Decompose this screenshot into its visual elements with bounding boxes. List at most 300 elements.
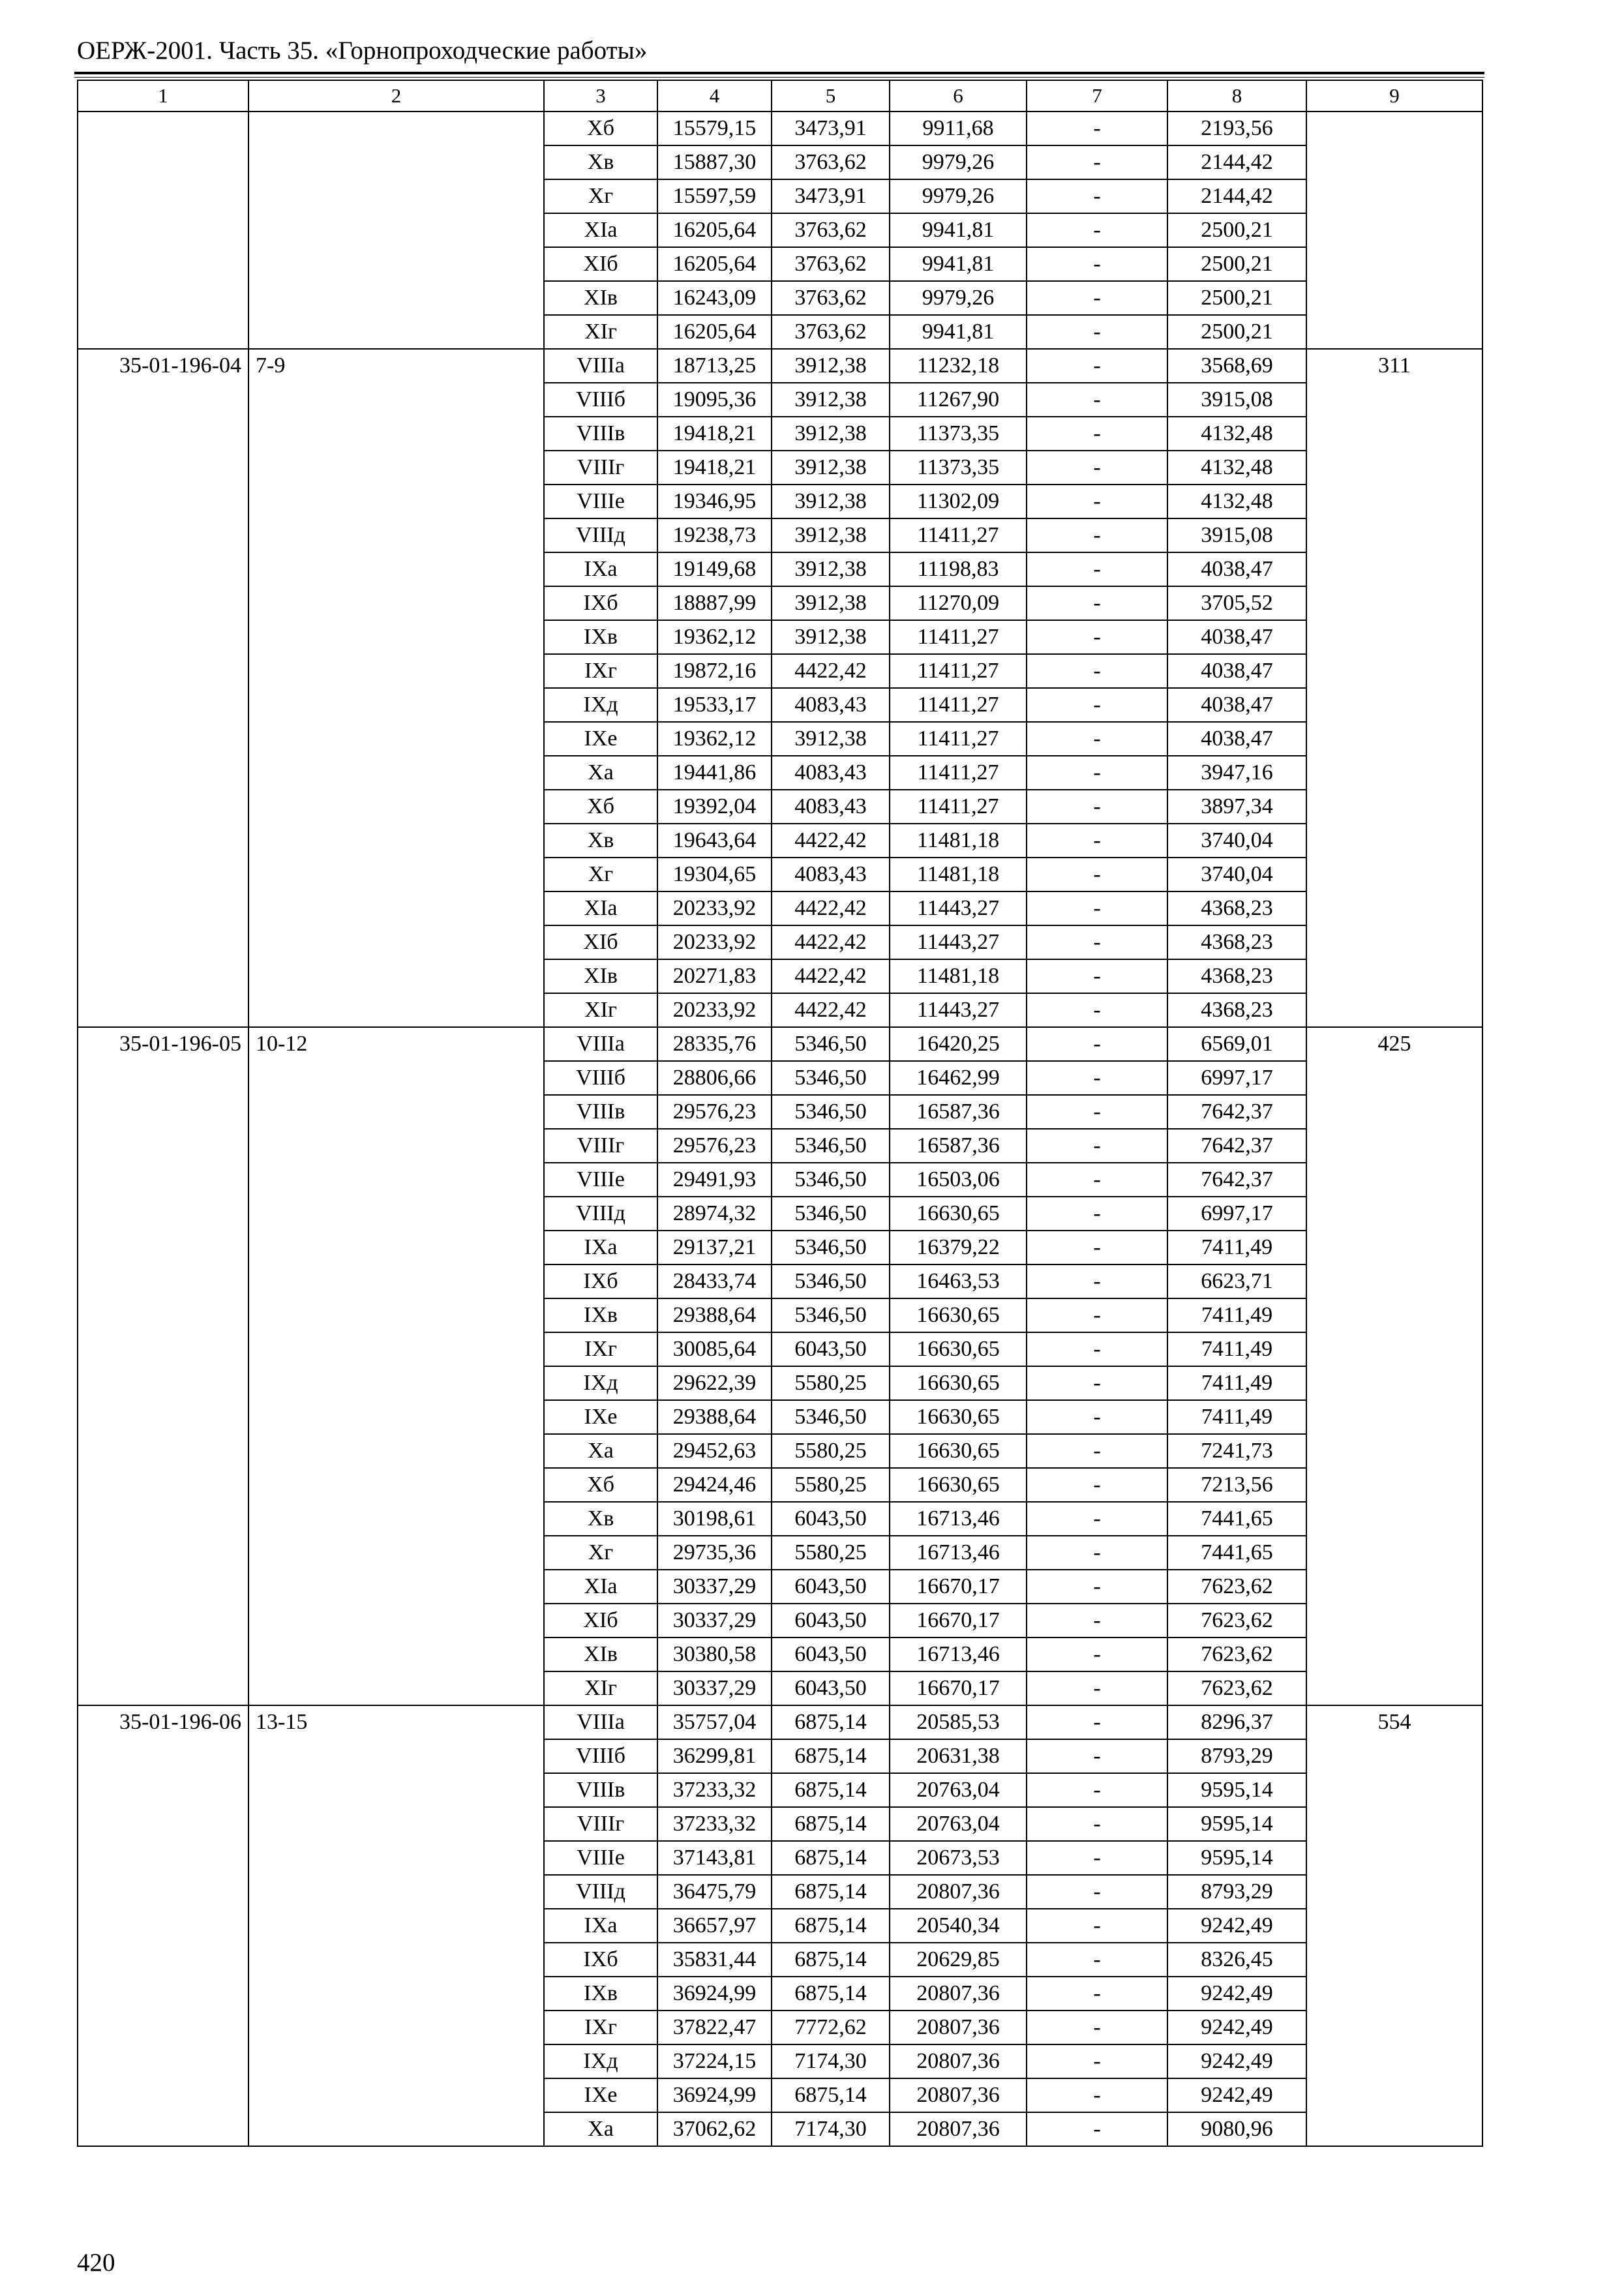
wage-cell: 3473,91	[772, 179, 890, 213]
materials-cell: 7623,62	[1167, 1638, 1306, 1671]
total-cost-cell: 29622,39	[657, 1366, 772, 1400]
category-cell: IХд	[544, 688, 657, 722]
driver-wage-cell: -	[1027, 654, 1167, 688]
materials-cell: 2500,21	[1167, 315, 1306, 349]
materials-cell: 4038,47	[1167, 722, 1306, 756]
driver-wage-cell: -	[1027, 586, 1167, 620]
total-cost-cell: 36475,79	[657, 1875, 772, 1909]
wage-cell: 4422,42	[772, 654, 890, 688]
driver-wage-cell: -	[1027, 1502, 1167, 1536]
total-cost-cell: 19643,64	[657, 824, 772, 858]
total-cost-cell: 37143,81	[657, 1841, 772, 1875]
total-cost-cell: 19362,12	[657, 620, 772, 654]
materials-cell: 8296,37	[1167, 1705, 1306, 1739]
materials-cell: 9242,49	[1167, 2078, 1306, 2112]
category-cell: VIIIе	[544, 1163, 657, 1197]
column-number: 1	[78, 80, 248, 112]
materials-cell: 3740,04	[1167, 858, 1306, 891]
machine-cell: 20629,85	[890, 1943, 1027, 1977]
machine-cell: 9979,26	[890, 179, 1027, 213]
materials-cell: 7441,65	[1167, 1536, 1306, 1570]
total-cost-cell: 20233,92	[657, 925, 772, 959]
rates-table	[77, 80, 1483, 2147]
wage-cell: 6043,50	[772, 1570, 890, 1604]
page-number: 420	[77, 2249, 115, 2277]
driver-wage-cell: -	[1027, 1231, 1167, 1264]
category-cell: IХб	[544, 1264, 657, 1298]
total-cost-cell: 37062,62	[657, 2112, 772, 2146]
materials-cell: 2500,21	[1167, 247, 1306, 281]
driver-wage-cell: -	[1027, 722, 1167, 756]
driver-wage-cell: -	[1027, 1943, 1167, 1977]
wage-cell: 3912,38	[772, 417, 890, 451]
total-cost-cell: 30380,58	[657, 1638, 772, 1671]
column-number-row	[78, 80, 1482, 112]
driver-wage-cell: -	[1027, 1773, 1167, 1807]
wage-cell: 3912,38	[772, 485, 890, 518]
category-cell: IХе	[544, 2078, 657, 2112]
total-cost-cell: 29424,46	[657, 1468, 772, 1502]
total-cost-cell: 19362,12	[657, 722, 772, 756]
machine-cell: 16670,17	[890, 1671, 1027, 1705]
wage-cell: 3912,38	[772, 620, 890, 654]
machine-cell: 20807,36	[890, 2044, 1027, 2078]
materials-cell: 6997,17	[1167, 1061, 1306, 1095]
category-cell: Хг	[544, 179, 657, 213]
wage-cell: 3763,62	[772, 281, 890, 315]
category-cell: Хб	[544, 1468, 657, 1502]
driver-wage-cell: -	[1027, 824, 1167, 858]
machine-cell: 16630,65	[890, 1366, 1027, 1400]
wage-cell: 4083,43	[772, 790, 890, 824]
total-cost-cell: 30337,29	[657, 1570, 772, 1604]
total-cost-cell: 28806,66	[657, 1061, 772, 1095]
category-cell: VIIIг	[544, 451, 657, 485]
machine-cell: 9979,26	[890, 281, 1027, 315]
category-cell: ХIг	[544, 993, 657, 1027]
total-cost-cell: 16205,64	[657, 247, 772, 281]
category-cell: VIIIб	[544, 383, 657, 417]
driver-wage-cell: -	[1027, 1536, 1167, 1570]
driver-wage-cell: -	[1027, 925, 1167, 959]
machine-cell: 9941,81	[890, 213, 1027, 247]
total-cost-cell: 19392,04	[657, 790, 772, 824]
total-cost-cell: 35757,04	[657, 1705, 772, 1739]
materials-cell: 2500,21	[1167, 213, 1306, 247]
materials-cell: 8793,29	[1167, 1739, 1306, 1773]
category-cell: Ха	[544, 1434, 657, 1468]
driver-wage-cell: -	[1027, 383, 1167, 417]
wage-cell: 3912,38	[772, 451, 890, 485]
materials-cell: 3568,69	[1167, 349, 1306, 383]
materials-cell: 7411,49	[1167, 1332, 1306, 1366]
column-number: 3	[544, 80, 657, 112]
table-row	[78, 1705, 1482, 1739]
total-cost-cell: 29137,21	[657, 1231, 772, 1264]
total-cost-cell: 19149,68	[657, 552, 772, 586]
machine-cell: 11411,27	[890, 620, 1027, 654]
materials-cell: 9595,14	[1167, 1773, 1306, 1807]
driver-wage-cell: -	[1027, 417, 1167, 451]
category-cell: Хв	[544, 145, 657, 179]
machine-cell: 16420,25	[890, 1027, 1027, 1061]
materials-cell: 3915,08	[1167, 383, 1306, 417]
driver-wage-cell: -	[1027, 315, 1167, 349]
materials-cell: 7642,37	[1167, 1163, 1306, 1197]
machine-cell: 20763,04	[890, 1773, 1027, 1807]
materials-cell: 4038,47	[1167, 688, 1306, 722]
wage-cell: 6875,14	[772, 1807, 890, 1841]
wage-cell: 6875,14	[772, 1773, 890, 1807]
machine-cell: 16713,46	[890, 1502, 1027, 1536]
category-cell: ХIб	[544, 925, 657, 959]
driver-wage-cell: -	[1027, 1366, 1167, 1400]
total-cost-cell: 36299,81	[657, 1739, 772, 1773]
materials-cell: 4038,47	[1167, 654, 1306, 688]
category-cell: ХIг	[544, 1671, 657, 1705]
machine-cell: 11443,27	[890, 891, 1027, 925]
wage-cell: 3912,38	[772, 552, 890, 586]
materials-cell: 6569,01	[1167, 1027, 1306, 1061]
machine-cell: 20807,36	[890, 2078, 1027, 2112]
materials-cell: 7411,49	[1167, 1298, 1306, 1332]
machine-cell: 11373,35	[890, 451, 1027, 485]
materials-cell: 6623,71	[1167, 1264, 1306, 1298]
machine-cell: 16587,36	[890, 1095, 1027, 1129]
machine-cell: 20807,36	[890, 2112, 1027, 2146]
category-cell: Ха	[544, 2112, 657, 2146]
machine-cell: 20807,36	[890, 2011, 1027, 2044]
driver-wage-cell: -	[1027, 552, 1167, 586]
materials-cell: 7441,65	[1167, 1502, 1306, 1536]
total-cost-cell: 19533,17	[657, 688, 772, 722]
category-cell: ХIб	[544, 1604, 657, 1638]
category-cell: VIIIв	[544, 1773, 657, 1807]
wage-cell: 6043,50	[772, 1638, 890, 1671]
materials-cell: 4368,23	[1167, 959, 1306, 993]
total-cost-cell: 20271,83	[657, 959, 772, 993]
driver-wage-cell: -	[1027, 1434, 1167, 1468]
wage-cell: 3912,38	[772, 586, 890, 620]
total-cost-cell: 37224,15	[657, 2044, 772, 2078]
driver-wage-cell: -	[1027, 1705, 1167, 1739]
category-cell: VIIIб	[544, 1739, 657, 1773]
driver-wage-cell: -	[1027, 2011, 1167, 2044]
machine-cell: 20807,36	[890, 1977, 1027, 2011]
total-cost-cell: 37233,32	[657, 1807, 772, 1841]
driver-wage-cell: -	[1027, 112, 1167, 145]
category-cell: IХг	[544, 1332, 657, 1366]
machine-cell: 11373,35	[890, 417, 1027, 451]
machine-cell: 16630,65	[890, 1434, 1027, 1468]
total-cost-cell: 15597,59	[657, 179, 772, 213]
category-cell: Хг	[544, 1536, 657, 1570]
materials-cell: 2144,42	[1167, 179, 1306, 213]
total-cost-cell: 29576,23	[657, 1129, 772, 1163]
total-cost-cell: 29452,63	[657, 1434, 772, 1468]
materials-cell: 4038,47	[1167, 620, 1306, 654]
total-cost-cell: 29576,23	[657, 1095, 772, 1129]
wage-cell: 6043,50	[772, 1502, 890, 1536]
total-cost-cell: 28335,76	[657, 1027, 772, 1061]
machine-cell: 11443,27	[890, 925, 1027, 959]
category-cell: IХг	[544, 654, 657, 688]
total-cost-cell: 19441,86	[657, 756, 772, 790]
category-cell: VIIIг	[544, 1807, 657, 1841]
driver-wage-cell: -	[1027, 1604, 1167, 1638]
machine-cell: 9941,81	[890, 315, 1027, 349]
driver-wage-cell: -	[1027, 959, 1167, 993]
category-cell: ХIв	[544, 959, 657, 993]
driver-wage-cell: -	[1027, 1095, 1167, 1129]
category-cell: IХа	[544, 552, 657, 586]
machine-cell: 11411,27	[890, 654, 1027, 688]
driver-wage-cell: -	[1027, 1638, 1167, 1671]
total-cost-cell: 29491,93	[657, 1163, 772, 1197]
wage-cell: 3912,38	[772, 349, 890, 383]
column-number: 4	[657, 80, 772, 112]
wage-cell: 5580,25	[772, 1434, 890, 1468]
materials-cell: 4368,23	[1167, 891, 1306, 925]
wage-cell: 5346,50	[772, 1231, 890, 1264]
wage-cell: 5346,50	[772, 1163, 890, 1197]
wage-cell: 7174,30	[772, 2044, 890, 2078]
machine-cell: 16713,46	[890, 1536, 1027, 1570]
labor-cell: 311	[1306, 349, 1482, 1027]
total-cost-cell: 28974,32	[657, 1197, 772, 1231]
materials-cell: 9595,14	[1167, 1841, 1306, 1875]
materials-cell: 2500,21	[1167, 281, 1306, 315]
machine-cell: 16670,17	[890, 1604, 1027, 1638]
wage-cell: 6875,14	[772, 2078, 890, 2112]
category-cell: VIIIв	[544, 417, 657, 451]
materials-cell: 9080,96	[1167, 2112, 1306, 2146]
materials-cell: 2144,42	[1167, 145, 1306, 179]
driver-wage-cell: -	[1027, 451, 1167, 485]
driver-wage-cell: -	[1027, 1875, 1167, 1909]
wage-cell: 5346,50	[772, 1095, 890, 1129]
driver-wage-cell: -	[1027, 518, 1167, 552]
total-cost-cell: 18713,25	[657, 349, 772, 383]
category-cell: Хв	[544, 1502, 657, 1536]
category-cell: VIIIе	[544, 1841, 657, 1875]
wage-cell: 3763,62	[772, 213, 890, 247]
total-cost-cell: 19238,73	[657, 518, 772, 552]
column-number: 8	[1167, 80, 1306, 112]
header-rule-thick	[74, 72, 1484, 74]
wage-cell: 4422,42	[772, 891, 890, 925]
total-cost-cell: 15887,30	[657, 145, 772, 179]
materials-cell: 7623,62	[1167, 1570, 1306, 1604]
driver-wage-cell: -	[1027, 1468, 1167, 1502]
category-cell: ХIа	[544, 891, 657, 925]
driver-wage-cell: -	[1027, 1909, 1167, 1943]
driver-wage-cell: -	[1027, 1061, 1167, 1095]
driver-wage-cell: -	[1027, 281, 1167, 315]
wage-cell: 6875,14	[772, 1943, 890, 1977]
driver-wage-cell: -	[1027, 993, 1167, 1027]
total-cost-cell: 19304,65	[657, 858, 772, 891]
total-cost-cell: 30085,64	[657, 1332, 772, 1366]
wage-cell: 6875,14	[772, 1977, 890, 2011]
category-cell: IХа	[544, 1231, 657, 1264]
category-cell: VIIIд	[544, 518, 657, 552]
wage-cell: 6875,14	[772, 1739, 890, 1773]
machine-cell: 11411,27	[890, 688, 1027, 722]
category-cell: Хг	[544, 858, 657, 891]
machine-cell: 9941,81	[890, 247, 1027, 281]
category-cell: IХд	[544, 1366, 657, 1400]
rate-code-cell: 35-01-196-06	[78, 1705, 248, 2146]
driver-wage-cell: -	[1027, 1129, 1167, 1163]
wage-cell: 5580,25	[772, 1366, 890, 1400]
category-cell: ХIв	[544, 281, 657, 315]
wage-cell: 5346,50	[772, 1298, 890, 1332]
materials-cell: 7411,49	[1167, 1231, 1306, 1264]
driver-wage-cell: -	[1027, 891, 1167, 925]
header-rule-thin	[74, 77, 1484, 78]
category-cell: IХд	[544, 2044, 657, 2078]
total-cost-cell: 37822,47	[657, 2011, 772, 2044]
machine-cell: 11411,27	[890, 756, 1027, 790]
driver-wage-cell: -	[1027, 1163, 1167, 1197]
materials-cell: 2193,56	[1167, 112, 1306, 145]
machine-cell: 20631,38	[890, 1739, 1027, 1773]
driver-wage-cell: -	[1027, 485, 1167, 518]
driver-wage-cell: -	[1027, 620, 1167, 654]
category-cell: ХIб	[544, 247, 657, 281]
driver-wage-cell: -	[1027, 1027, 1167, 1061]
machine-cell: 9911,68	[890, 112, 1027, 145]
total-cost-cell: 37233,32	[657, 1773, 772, 1807]
wage-cell: 6043,50	[772, 1604, 890, 1638]
machine-cell: 16463,53	[890, 1264, 1027, 1298]
category-cell: VIIIд	[544, 1197, 657, 1231]
category-cell: ХIа	[544, 213, 657, 247]
category-cell: IХа	[544, 1909, 657, 1943]
machine-cell: 20540,34	[890, 1909, 1027, 1943]
materials-cell: 4368,23	[1167, 925, 1306, 959]
column-number: 2	[248, 80, 544, 112]
wage-cell: 5346,50	[772, 1129, 890, 1163]
table-row	[78, 112, 1482, 145]
machine-cell: 16630,65	[890, 1332, 1027, 1366]
materials-cell: 3705,52	[1167, 586, 1306, 620]
driver-wage-cell: -	[1027, 1264, 1167, 1298]
driver-wage-cell: -	[1027, 2112, 1167, 2146]
materials-cell: 8793,29	[1167, 1875, 1306, 1909]
materials-cell: 7411,49	[1167, 1400, 1306, 1434]
materials-cell: 7411,49	[1167, 1366, 1306, 1400]
wage-cell: 5346,50	[772, 1027, 890, 1061]
category-cell: IХв	[544, 1977, 657, 2011]
category-cell: VIIIг	[544, 1129, 657, 1163]
driver-wage-cell: -	[1027, 1739, 1167, 1773]
wage-cell: 5346,50	[772, 1061, 890, 1095]
total-cost-cell: 30337,29	[657, 1671, 772, 1705]
category-cell: ХIг	[544, 315, 657, 349]
wage-cell: 6875,14	[772, 1875, 890, 1909]
table-body	[78, 80, 1482, 2146]
column-number: 7	[1027, 80, 1167, 112]
wage-cell: 7174,30	[772, 2112, 890, 2146]
labor-cell	[1306, 112, 1482, 349]
materials-cell: 6997,17	[1167, 1197, 1306, 1231]
machine-cell: 16630,65	[890, 1197, 1027, 1231]
column-number: 5	[772, 80, 890, 112]
range-cell: 7-9	[248, 349, 544, 1027]
category-cell: VIIIв	[544, 1095, 657, 1129]
category-cell: Хб	[544, 790, 657, 824]
wage-cell: 3912,38	[772, 722, 890, 756]
category-cell: Хв	[544, 824, 657, 858]
driver-wage-cell: -	[1027, 2078, 1167, 2112]
materials-cell: 7623,62	[1167, 1671, 1306, 1705]
driver-wage-cell: -	[1027, 1332, 1167, 1366]
total-cost-cell: 19872,16	[657, 654, 772, 688]
wage-cell: 5346,50	[772, 1400, 890, 1434]
wage-cell: 5346,50	[772, 1197, 890, 1231]
table-row	[78, 349, 1482, 383]
category-cell: VIIIд	[544, 1875, 657, 1909]
machine-cell: 11411,27	[890, 518, 1027, 552]
total-cost-cell: 15579,15	[657, 112, 772, 145]
driver-wage-cell: -	[1027, 1570, 1167, 1604]
total-cost-cell: 36924,99	[657, 1977, 772, 2011]
category-cell: VIIIб	[544, 1061, 657, 1095]
rate-code-cell: 35-01-196-05	[78, 1027, 248, 1705]
machine-cell: 11443,27	[890, 993, 1027, 1027]
machine-cell: 16503,06	[890, 1163, 1027, 1197]
materials-cell: 7642,37	[1167, 1095, 1306, 1129]
category-cell: VIIIа	[544, 349, 657, 383]
materials-cell: 4132,48	[1167, 417, 1306, 451]
wage-cell: 5346,50	[772, 1264, 890, 1298]
wage-cell: 5580,25	[772, 1468, 890, 1502]
labor-cell: 425	[1306, 1027, 1482, 1705]
wage-cell: 7772,62	[772, 2011, 890, 2044]
materials-cell: 7241,73	[1167, 1434, 1306, 1468]
machine-cell: 11481,18	[890, 824, 1027, 858]
category-cell: IХе	[544, 722, 657, 756]
machine-cell: 20763,04	[890, 1807, 1027, 1841]
labor-cell: 554	[1306, 1705, 1482, 2146]
total-cost-cell: 18887,99	[657, 586, 772, 620]
driver-wage-cell: -	[1027, 1197, 1167, 1231]
category-cell: VIIIе	[544, 485, 657, 518]
total-cost-cell: 19095,36	[657, 383, 772, 417]
wage-cell: 4422,42	[772, 824, 890, 858]
driver-wage-cell: -	[1027, 247, 1167, 281]
driver-wage-cell: -	[1027, 858, 1167, 891]
total-cost-cell: 29388,64	[657, 1400, 772, 1434]
category-cell: IХв	[544, 620, 657, 654]
materials-cell: 3740,04	[1167, 824, 1306, 858]
materials-cell: 7642,37	[1167, 1129, 1306, 1163]
machine-cell: 20807,36	[890, 1875, 1027, 1909]
machine-cell: 11481,18	[890, 959, 1027, 993]
total-cost-cell: 19418,21	[657, 451, 772, 485]
materials-cell: 7213,56	[1167, 1468, 1306, 1502]
machine-cell: 20673,53	[890, 1841, 1027, 1875]
page-header-title: ОЕРЖ-2001. Часть 35. «Горнопроходческие работы»	[77, 37, 648, 65]
total-cost-cell: 30337,29	[657, 1604, 772, 1638]
materials-cell: 8326,45	[1167, 1943, 1306, 1977]
wage-cell: 4083,43	[772, 858, 890, 891]
category-cell: ХIа	[544, 1570, 657, 1604]
rate-code-cell: 35-01-196-04	[78, 349, 248, 1027]
category-cell: IХб	[544, 1943, 657, 1977]
